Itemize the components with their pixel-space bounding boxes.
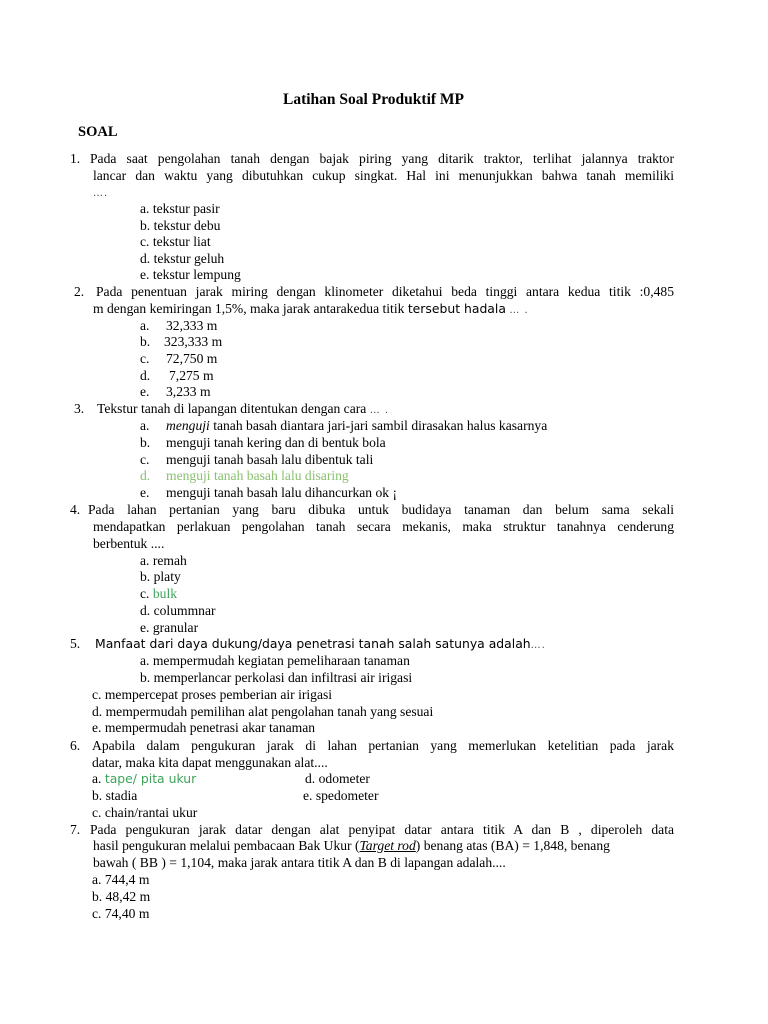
answer-option-text: 32,333 m bbox=[166, 318, 218, 333]
answer-option: a. tekstur pasir bbox=[140, 201, 220, 216]
answer-option: b. platy bbox=[140, 569, 181, 584]
question-number: 4. bbox=[70, 502, 81, 517]
answer-option: d. mempermudah pemilihan alat pengolahan tanah yang sesuai bbox=[92, 704, 434, 719]
answer-option-letter: c. bbox=[140, 351, 150, 366]
answer-option-letter: b. bbox=[140, 435, 151, 450]
answer-text-part: tanah basah diantara jari-jari sambil dirasakan halus kasarnya bbox=[209, 418, 548, 433]
answer-option: b. stadia bbox=[92, 788, 138, 803]
answer-letter: a. bbox=[92, 771, 102, 786]
question-text-dots: … . bbox=[509, 305, 529, 316]
answer-letter: c. bbox=[140, 586, 150, 601]
answer-option: c. chain/rantai ukur bbox=[92, 805, 198, 820]
question-text-part: m dengan kemiringan 1,5%, maka jarak antarakedua titik bbox=[93, 301, 405, 316]
answer-option-letter: d. bbox=[140, 368, 151, 383]
answer-option: c. 74,40 m bbox=[92, 906, 150, 921]
answer-option: b. memperlancar perkolasi dan infiltrasi air irigasi bbox=[140, 670, 413, 685]
answer-option: e. spedometer bbox=[303, 788, 379, 803]
question-text: Pada lahan pertanian yang baru dibuka untuk budidaya tanaman dan belum sama sekali bbox=[88, 502, 674, 517]
question-text: Pada penentuan jarak miring dengan klinometer diketahui beda tinggi antara kedua titik :0,485 bbox=[96, 284, 674, 299]
question-number: 7. bbox=[70, 822, 81, 837]
question-text-part: Manfaat dari daya dukung/daya penetrasi tanah salah satunya adalah bbox=[95, 636, 531, 651]
question-text-part: tersebut hadala bbox=[407, 301, 506, 316]
answer-option: a. mempermudah kegiatan pemeliharaan tanaman bbox=[140, 653, 410, 668]
question-text: Pada saat pengolahan tanah dengan bajak piring yang ditarik traktor, terlihat jalannya traktor bbox=[90, 151, 674, 166]
question-text-part: ) benang atas (BA) = 1,848, benang bbox=[415, 838, 610, 853]
answer-option: a. remah bbox=[140, 553, 187, 568]
answer-option: d. tekstur geluh bbox=[140, 251, 225, 266]
answer-option-letter: e. bbox=[140, 384, 150, 399]
answer-option: e. mempermudah penetrasi akar tanaman bbox=[92, 720, 316, 735]
document-title: Latihan Soal Produktif MP bbox=[283, 91, 465, 108]
question-text: berbentuk .... bbox=[93, 536, 165, 551]
answer-option-text: menguji tanah basah lalu dihancurkan ok ¡ bbox=[166, 485, 398, 500]
answer-option: e. granular bbox=[140, 620, 199, 635]
answer-option: b. tekstur debu bbox=[140, 218, 221, 233]
answer-option: e. tekstur lempung bbox=[140, 267, 241, 282]
answer-option-text: 323,333 m bbox=[164, 334, 223, 349]
answer-option bbox=[92, 770, 196, 787]
answer-option-letter: e. bbox=[140, 485, 150, 500]
answer-option-letter: a. bbox=[140, 318, 150, 333]
answer-text-highlighted: bulk bbox=[152, 586, 178, 601]
question-text bbox=[93, 837, 610, 854]
question-text-part: Tekstur tanah di lapangan ditentukan dengan cara bbox=[97, 401, 367, 416]
answer-option-text: 72,750 m bbox=[166, 351, 218, 366]
question-text-emphasis: Target rod bbox=[359, 838, 416, 853]
answer-option: d. colummnar bbox=[140, 603, 216, 618]
answer-option-text: 7,275 m bbox=[169, 368, 214, 383]
question-number: 1. bbox=[70, 151, 81, 166]
question-text: Pada pengukuran jarak datar dengan alat penyipat datar antara titik A dan B , diperoleh data bbox=[90, 822, 674, 837]
answer-text-highlighted: tape/ pita ukur bbox=[104, 771, 197, 786]
question-text: bawah ( BB ) = 1,104, maka jarak antara titik A dan B di lapangan adalah.... bbox=[93, 855, 506, 870]
answer-option-text bbox=[166, 417, 547, 434]
answer-option-text: menguji tanah kering dan di bentuk bola bbox=[166, 435, 386, 450]
question-number: 6. bbox=[70, 738, 81, 753]
question-number: 3. bbox=[74, 401, 85, 416]
answer-option-text: menguji tanah basah lalu dibentuk tali bbox=[166, 452, 374, 467]
answer-italic-part: menguji bbox=[166, 418, 210, 433]
answer-option: c. mempercepat proses pemberian air irigasi bbox=[92, 687, 333, 702]
answer-option-text: 3,233 m bbox=[166, 384, 211, 399]
question-text-dots: … . bbox=[369, 405, 390, 416]
question-text: datar, maka kita dapat menggunakan alat.... bbox=[92, 755, 328, 770]
question-text: …. bbox=[93, 188, 109, 199]
answer-option: c. tekstur liat bbox=[140, 234, 211, 249]
answer-option: d. odometer bbox=[305, 771, 370, 786]
answer-option bbox=[140, 585, 177, 602]
question-text: Apabila dalam pengukuran jarak di lahan pertanian yang memerlukan ketelitian pada jarak bbox=[92, 738, 674, 753]
question-text bbox=[93, 300, 529, 319]
answer-option: b. 48,42 m bbox=[92, 889, 151, 904]
answer-option-letter: b. bbox=[140, 334, 151, 349]
question-number: 5. bbox=[70, 636, 81, 651]
question-text: mendapatkan perlakuan pengolahan tanah secara mekanis, maka struktur tanahnya cenderung bbox=[93, 519, 674, 534]
answer-option-text-highlighted: menguji tanah basah lalu disaring bbox=[166, 468, 349, 483]
question-text-part: hasil pengukuran melalui pembacaan Bak Ukur ( bbox=[93, 838, 360, 853]
answer-option: a. 744,4 m bbox=[92, 872, 150, 887]
question-number: 2. bbox=[74, 284, 85, 299]
section-heading: SOAL bbox=[78, 124, 118, 140]
answer-option-letter: c. bbox=[140, 452, 150, 467]
answer-option-letter: a. bbox=[140, 418, 150, 433]
answer-option-letter-highlighted: d. bbox=[140, 468, 151, 483]
question-text-dots: …. bbox=[530, 640, 546, 651]
question-text: lancar dan waktu yang dibutuhkan cukup singkat. Hal ini menunjukkan bahwa tanah memiliki bbox=[93, 168, 674, 183]
